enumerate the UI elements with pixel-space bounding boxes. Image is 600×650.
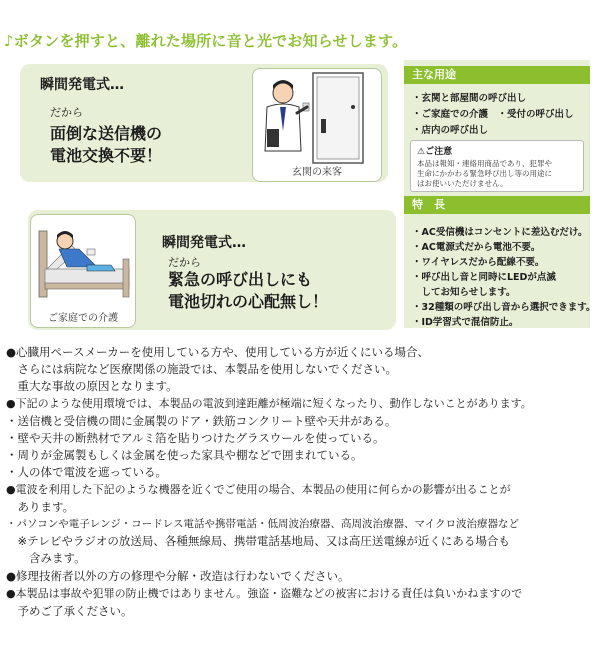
features-header: 特 長 xyxy=(404,196,590,214)
panel-line-2: 電池交換不要！ xyxy=(50,146,163,165)
panel-line-1: 緊急の呼び出しにも xyxy=(168,270,313,289)
note-line: ・周りが金属製もしくは金属を使った家具や棚などで囲まれている。 xyxy=(6,448,363,462)
use-item: ・店内の呼び出し xyxy=(412,125,489,136)
feature-item: ・ワイヤレスだから配線不要。 xyxy=(412,257,545,268)
caution-box xyxy=(410,140,584,192)
note-line: ●修理技術者以外の方の修理や分解・改造は行わないでください。 xyxy=(6,569,350,583)
use-item: ・ご家庭での介護 ・受付の呼び出し xyxy=(412,109,574,120)
visitor-door-icon xyxy=(253,69,382,165)
note-line: ・パソコンや電子レンジ・コードレス電話や携帯電話・低周波治療器、高周波治療器、マイクロ波治療器など xyxy=(6,518,520,530)
feature-item: ・32種類の呼び出し音から選択できます。 xyxy=(412,302,596,313)
note-line: あります。 xyxy=(6,500,75,514)
panel-line-2: 電池切れの心配無し！ xyxy=(168,292,329,311)
panel-sub: だから xyxy=(50,106,83,119)
panel-line-1: 面倒な送信機の xyxy=(50,124,163,143)
feature-item: してお知らせします。 xyxy=(412,287,516,298)
caution-line: はお使いいただけません。 xyxy=(417,179,508,188)
note-line: 予めご了承ください。 xyxy=(6,604,133,618)
illustration-home-care xyxy=(30,214,136,328)
note-line: ・人の体で電波を遮っている。 xyxy=(6,465,167,479)
feature-item: ・AC受信機はコンセントに差込むだけ。 xyxy=(412,227,588,238)
panel-caption: 玄関の来客 xyxy=(292,167,342,178)
feature-item: ・呼び出し音と同時にLEDが点滅 xyxy=(412,272,556,283)
note-line: ●心臓用ペースメーカーを使用している方や、使用している方が近くにいる場合、 xyxy=(6,345,429,359)
patient-bed-icon xyxy=(31,215,136,311)
use-item: ・玄関と部屋間の呼び出し xyxy=(412,93,527,104)
uses-header: 主な用途 xyxy=(404,66,590,84)
caution-title: ⚠ご注意 xyxy=(417,147,453,157)
panel-caption: ご家庭での介護 xyxy=(48,313,118,324)
note-line: ●電波を利用した下記のような機器を近くでご使用の場合、本製品の使用に何らかの影響が出ることが xyxy=(6,483,511,496)
note-line: ※テレビやラジオの放送局、各種無線局、携帯電話基地局、又は高圧送電線が近くにある場合も xyxy=(6,534,510,548)
headline: ♪ボタンを押すと、離れた場所に音と光でお知らせします。 xyxy=(4,32,408,50)
side-info-panel xyxy=(404,60,596,328)
caution-line: 生命にかかわる緊急呼び出し等の用途に xyxy=(417,169,552,178)
note-line: ●本製品は事故や犯罪の防止機ではありません。強盗・盗難などの被害における責任は負いかねますので xyxy=(6,587,523,600)
caution-line: 本品は報知・連絡用商品であり、犯罪や xyxy=(417,159,552,168)
note-line: さらには病院など医療関係の施設では、本製品を使用しないでください。 xyxy=(6,362,397,376)
note-line: 含みます。 xyxy=(6,551,86,565)
note-line: ・壁や天井の断熱材でアルミ箔を貼りつけたグラスウールを使っている。 xyxy=(6,431,385,445)
feature-item: ・AC電源式だから電池不要。 xyxy=(412,242,541,253)
panel-title: 瞬間発電式… xyxy=(40,77,124,93)
note-line: 重大な事故の原因となります。 xyxy=(6,379,178,393)
panel-title: 瞬間発電式… xyxy=(162,235,246,251)
note-line: ●下記のような使用環境では、本製品の電波到達距離が極端に短くなったり、動作しないことがあります。 xyxy=(6,397,532,410)
illustration-front-door xyxy=(252,68,382,182)
feature-item: ・ID学習式で混信防止。 xyxy=(412,317,519,328)
note-line: ・送信機と受信機の間に金属製のドア・鉄筋コンクリート壁や天井がある。 xyxy=(6,414,397,428)
panel-sub: だから xyxy=(168,256,201,269)
